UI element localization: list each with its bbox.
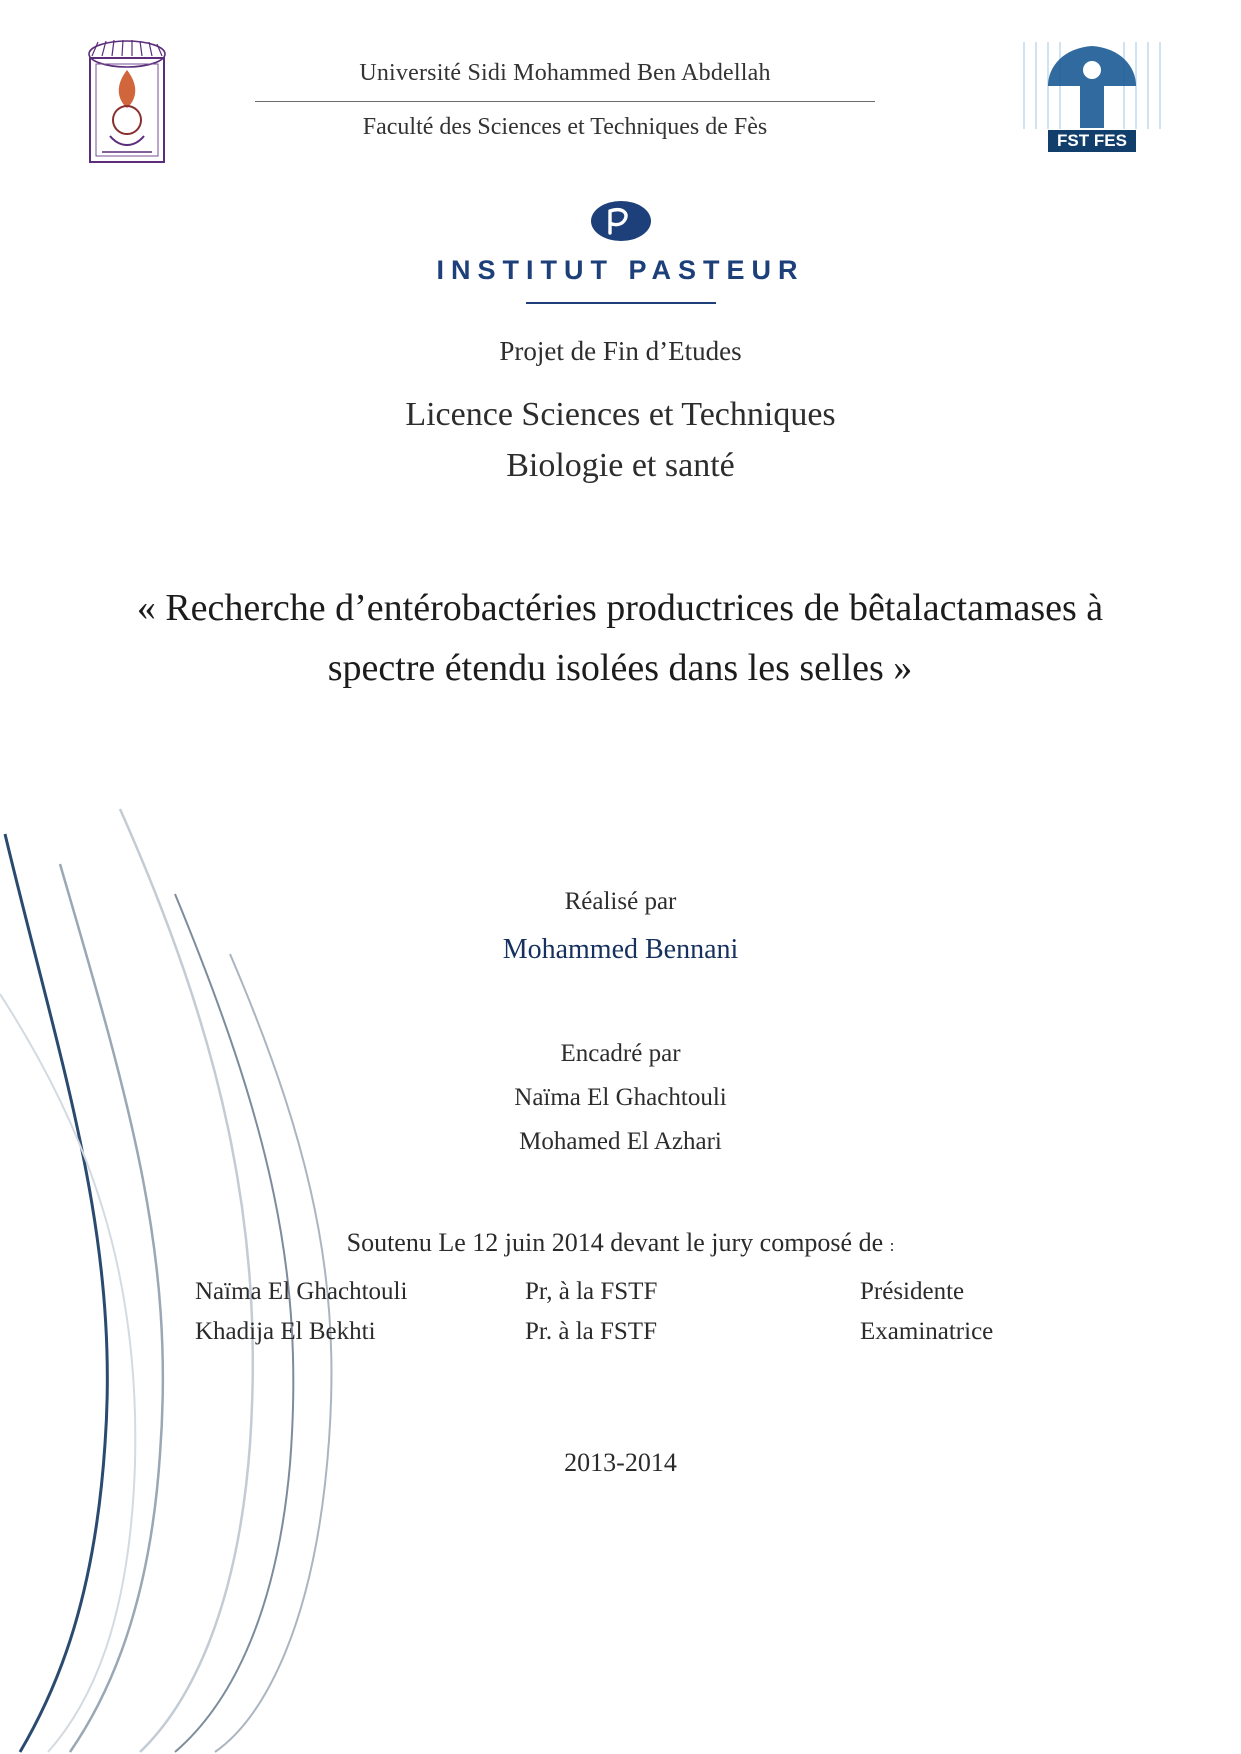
jury-member-name: Khadija El Bekhti bbox=[195, 1318, 376, 1345]
author-name: Mohammed Bennani bbox=[502, 934, 739, 965]
pasteur-emblem-icon bbox=[584, 195, 658, 251]
institute-name: INSTITUT PASTEUR bbox=[436, 255, 805, 285]
institute-divider bbox=[526, 302, 716, 304]
author-block bbox=[0, 888, 1241, 966]
table-row bbox=[195, 1278, 1025, 1306]
faculty-name: Faculté des Sciences et Techniques de Fès bbox=[362, 114, 768, 140]
supervisors-label: Encadré par bbox=[560, 1040, 681, 1067]
defense-text: Soutenu Le 12 juin 2014 devant le jury composé de bbox=[346, 1228, 884, 1257]
program-line-1: Licence Sciences et Techniques bbox=[405, 396, 836, 433]
jury-member-affiliation: Pr. à la FSTF bbox=[525, 1318, 657, 1345]
jury-member-role: Examinatrice bbox=[860, 1318, 994, 1345]
jury-member-affiliation: Pr, à la FSTF bbox=[525, 1278, 658, 1305]
jury-member-name: Naïma El Ghachtouli bbox=[195, 1278, 408, 1305]
institute-block bbox=[0, 195, 1241, 304]
svg-text:FST FES: FST FES bbox=[1057, 131, 1127, 150]
header-divider bbox=[255, 101, 875, 102]
academic-year: 2013-2014 bbox=[564, 1448, 677, 1477]
defense-colon: : bbox=[889, 1236, 895, 1255]
defense-statement bbox=[0, 1228, 1241, 1258]
jury-table bbox=[195, 1278, 1025, 1358]
header-titles bbox=[255, 60, 875, 141]
project-type: Projet de Fin d’Etudes bbox=[499, 336, 742, 366]
degree-block bbox=[0, 336, 1241, 491]
program-line-2: Biologie et santé bbox=[506, 447, 735, 484]
page-header bbox=[0, 28, 1241, 188]
document-title: « Recherche d’entérobactéries productrices de bêtalactamases à spectre étendu isolées dans les selles » bbox=[136, 587, 1104, 690]
supervisor-name-1: Naïma El Ghachtouli bbox=[514, 1084, 727, 1111]
jury-member-role: Présidente bbox=[860, 1278, 965, 1305]
supervisors-block bbox=[0, 1040, 1241, 1156]
fst-fes-logo-icon bbox=[1014, 34, 1169, 164]
supervisor-name-2: Mohamed El Azhari bbox=[519, 1128, 722, 1155]
university-name: Université Sidi Mohammed Ben Abdellah bbox=[359, 60, 771, 86]
author-label: Réalisé par bbox=[564, 888, 677, 915]
table-row bbox=[195, 1318, 1025, 1346]
university-seal-icon bbox=[72, 36, 182, 171]
